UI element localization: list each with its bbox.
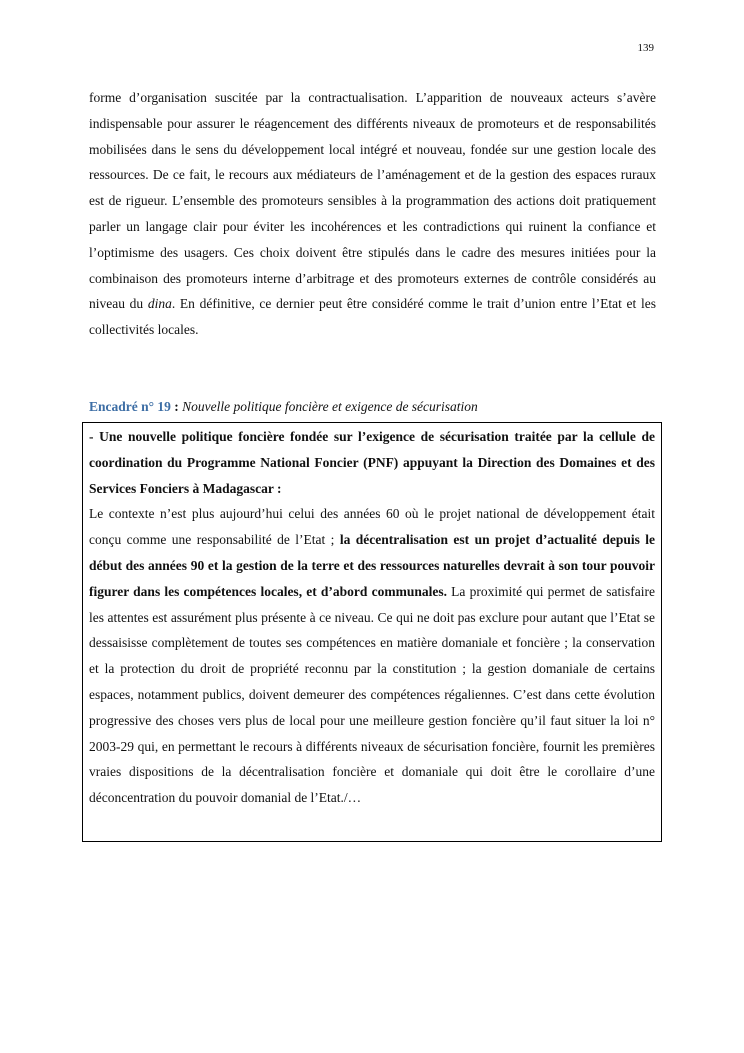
box-bold-text: la décentralisation est un projet d’actualité depuis le début des années 90 et la gestion de la terre et des ressources naturelles devrait à son tour pouvoir figurer dans les compétences locales, et d’abord communales.	[89, 532, 655, 599]
box-caption	[89, 396, 656, 418]
paragraph-italic-term: dina	[147, 296, 172, 312]
caption-label: Encadré n° 19	[89, 399, 171, 414]
box-heading: - Une nouvelle politique foncière fondée sur l’exigence de sécurisation traitée par la cellule de coordination du Programme National Foncier (PNF) appuyant la Direction des Domaines et des Services Fonciers à Madagascar :	[89, 429, 655, 496]
caption-title: Nouvelle politique foncière et exigence de sécurisation	[182, 399, 478, 414]
paragraph-text-start: forme d’organisation suscitée par la contractualisation. L’apparition de nouveaux acteurs s’avère indispensable pour assurer le réagencement des différents niveaux de promoteurs et de responsabilités mobilisées dans le sens du développement local intégré et nouveau, fondée sur une gestion locale des ressources. De ce fait, le recours aux médiateurs de l’aménagement et de la gestion des espaces ruraux est de rigueur. L’ensemble des promoteurs sensibles à la programmation des actions doit pratiquement parler un langage clair pour éviter les incohérences et les contradictions qui ruinent la confiance et l’optimisme des usagers. Ces choix doivent être stipulés dans le cadre des mesures initiées pour la combinaison des promoteurs interne d’arbitrage et des promoteurs externes de contrôle considérés au niveau du	[89, 90, 656, 312]
box-text-1: Le contexte n’est plus aujourd’hui celui des années 60 où le projet national de développement était conçu comme une responsabilité de l’Etat ;	[89, 506, 655, 548]
box-body	[89, 501, 655, 811]
caption-separator: :	[170, 399, 183, 414]
paragraph-text-end: . En définitive, ce dernier peut être considéré comme le trait d’union entre l’Etat et les collectivités locales.	[89, 296, 656, 338]
body-paragraph	[89, 85, 656, 343]
page-number: 139	[637, 42, 654, 54]
box-text-2: La proximité qui permet de satisfaire les attentes est assurément plus présente à ce niveau. Ce qui ne doit pas exclure pour autant que l’Etat se dessaisisse complètement de toutes ses compétences en matière domaniale et foncière ; la conservation et la protection du droit de propriété reconnu par la constitution ; la gestion domaniale de certains espaces, notamment publics, doivent demeurer des compétences régaliennes. C’est dans cette évolution progressive des choses vers plus de local pour une meilleure gestion foncière qu’il faut situer la loi n° 2003-29 qui, en permettant le recours à différents niveaux de sécurisation foncière, fournit les premières vraies dispositions de la décentralisation foncière et domaniale qui doit être le corollaire d’une déconcentration du pouvoir domanial de l’Etat./…	[89, 583, 655, 806]
framed-box	[82, 422, 662, 842]
